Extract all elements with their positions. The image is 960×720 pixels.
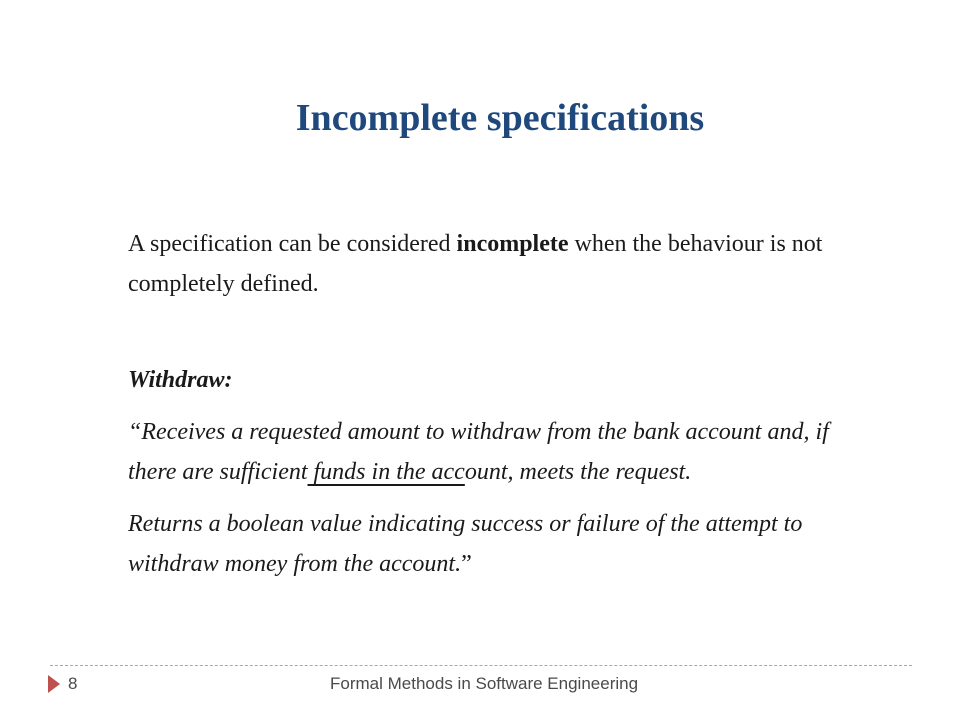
intro-emphasis: incomplete — [456, 231, 569, 257]
footer-course-title: Formal Methods in Software Engineering — [330, 674, 639, 693]
closing-quote: ” — [461, 551, 472, 577]
slide-title: Incomplete specifications — [295, 97, 705, 139]
description-part-2: ount, meets the request. — [464, 459, 692, 485]
slide-body — [128, 224, 868, 584]
return-description — [128, 504, 868, 584]
underlined-phrase: funds in the acc — [307, 459, 465, 485]
withdraw-heading: Withdraw: — [128, 367, 233, 393]
page-number: 8 — [68, 674, 78, 693]
intro-text-after: when the behaviour is not completely defined. — [128, 231, 823, 297]
footer-triangle-icon — [48, 675, 60, 693]
return-text: Returns a boolean value indicating success or failure of the attempt to withdraw money from the account. — [128, 511, 803, 577]
intro-paragraph — [128, 224, 868, 304]
description-part-1: “Receives a requested amount to withdraw from the bank account and, if there are sufficient — [128, 419, 829, 485]
footer-divider — [50, 665, 912, 666]
withdraw-description — [128, 412, 868, 492]
intro-text-before: A specification can be considered — [128, 231, 457, 257]
